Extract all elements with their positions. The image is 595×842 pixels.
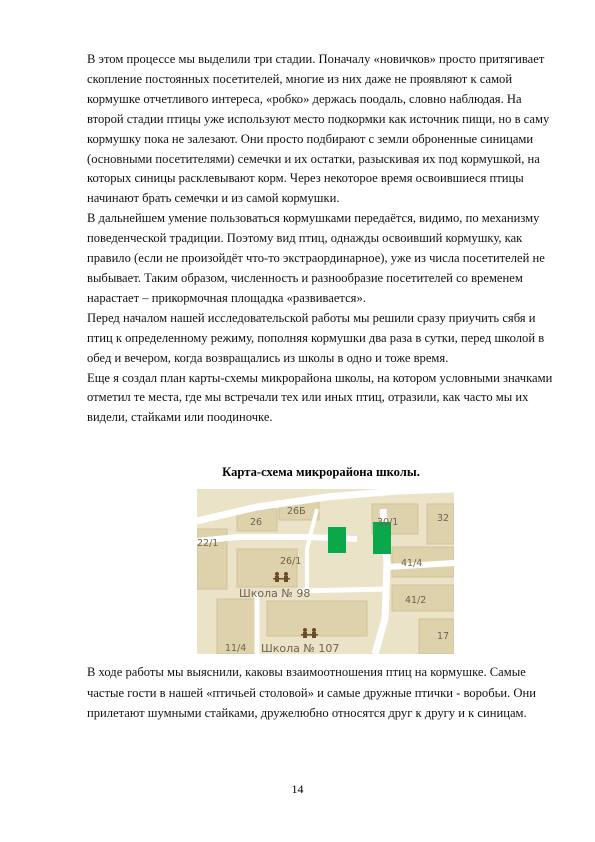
paragraph-tradition: В дальнейшем умение пользоваться кормушками передаётся, видимо, по механизму поведенческой традиции. Поэтому вид птиц, однажды освоивший кормушку, как правило (если не произойдёт что-то экстраординарное), уже из числа посетителей не выбывает. Таким образом, численность и разнообразие посетителей со временем нарастает – прикормочная площадка «развивается». xyxy=(87,211,545,305)
label-26: 26 xyxy=(250,517,263,528)
road-school xyxy=(297,589,387,591)
feeder-marker-1 xyxy=(328,527,346,553)
label-30-1: 30/1 xyxy=(377,517,399,528)
building-32 xyxy=(427,504,454,544)
map-title: Карта-схема микрорайона школы. xyxy=(222,465,420,479)
label-22-1: 22/1 xyxy=(197,538,219,549)
label-17: 17 xyxy=(437,631,450,642)
conclusion-text xyxy=(87,662,555,724)
paragraph-schedule: Перед началом нашей исследовательской работы мы решили сразу приучить сябя и птиц к определенному режиму, пополняя кормушки два раза в сутки, перед школой в обед и вечером, когда возвращались из школы в одно и тоже время. xyxy=(87,310,545,365)
paragraph-sparrows: В ходе работы мы выяснили, каковы взаимоотношения птиц на кормушке. Самые частые гости в нашей «птичьей столовой» и самые дружные птички - воробьи. Они прилетают шумными стайками, дружелюбно относятся друг к другу и к синицам. xyxy=(87,665,536,720)
map-svg xyxy=(197,489,454,654)
page-number: 14 xyxy=(291,782,304,796)
building-school-107 xyxy=(267,601,367,636)
label-32: 32 xyxy=(437,513,450,524)
paragraph-map-plan: Еще я создал план карты-схемы микрорайона школы, на котором условными значками отметил те места, где мы встречали тех или иных птиц, отразили, как часто мы их видели, стайками или поодиночке. xyxy=(87,370,553,425)
paragraph-stages: В этом процессе мы выделили три стадии. Поначалу «новичков» просто притягивает скопление постоянных посетителей, многие из них даже не проявляют к самой кормушке отчетливого интереса, «робко» держась поодаль, словно наблюдая. На второй стадии птицы уже используют место подкормки как источник пищи, но в саму кормушку пока не залезают. Они просто подбирают с земли оброненные синицами (основными посетителями) семечки и их остатки, разыскивая их под кормушкой, на которых синицы расклевывают корм. Через некоторое время освоившиеся птицы начинают брать семечки и из самой кормушки. xyxy=(87,52,550,206)
label-11-4: 11/4 xyxy=(225,643,247,654)
label-41-2: 41/2 xyxy=(405,595,427,606)
label-school-98: Школа № 98 xyxy=(239,587,311,600)
label-26b: 26Б xyxy=(287,506,306,517)
label-school-107: Школа № 107 xyxy=(261,642,340,654)
label-26-1: 26/1 xyxy=(280,556,302,567)
district-map xyxy=(197,489,454,654)
label-41-4: 41/4 xyxy=(401,558,423,569)
body-text xyxy=(87,50,555,428)
